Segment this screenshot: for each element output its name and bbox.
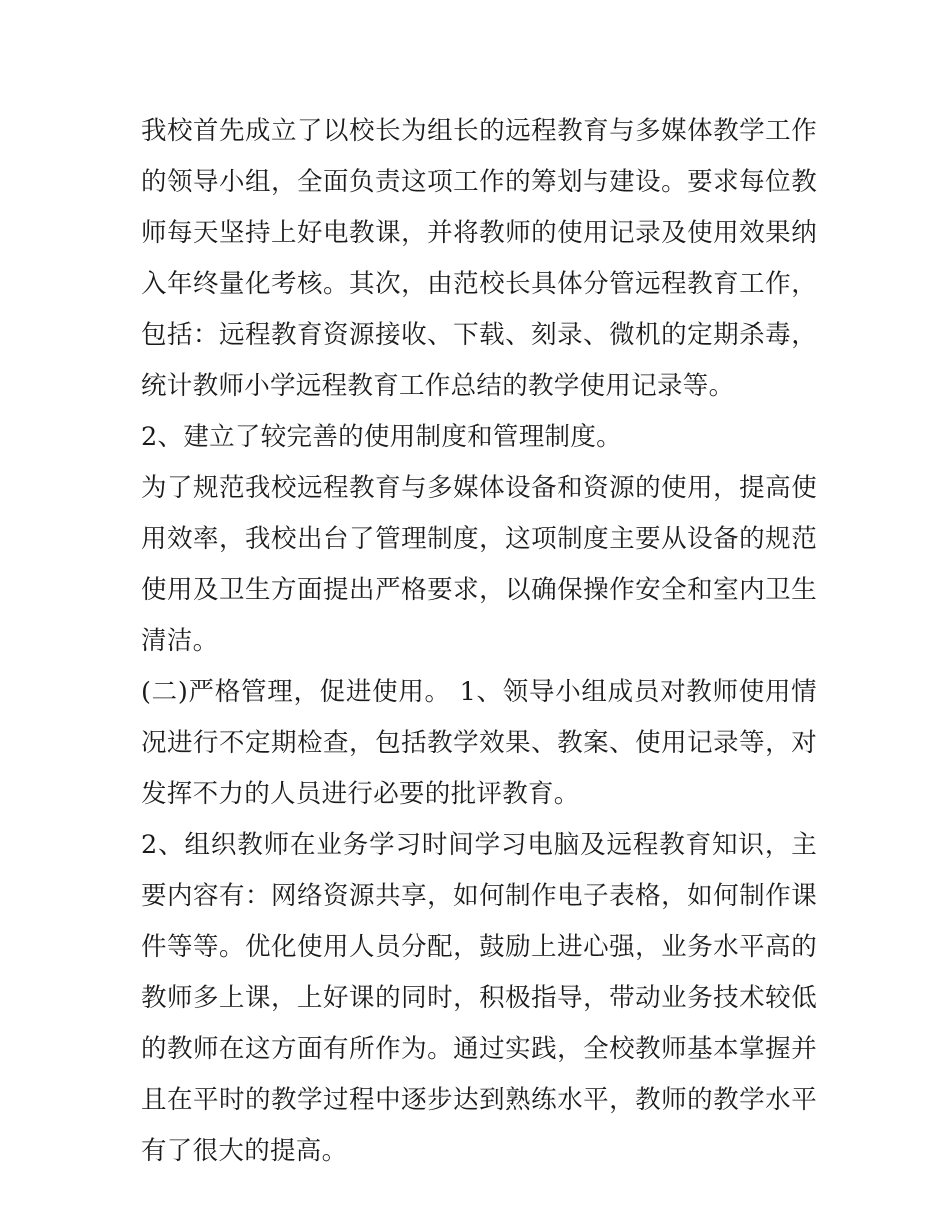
paragraph-management-rules: 为了规范我校远程教育与多媒体设备和资源的使用，提高使用效率，我校出台了管理制度，这项制度主要从设备的规范使用及卫生方面提出严格要求，以确保操作安全和室内卫生清洁。 — [141, 473, 817, 656]
paragraph-strict-management: (二)严格管理，促进使用。 1、领导小组成员对教师使用情况进行不定期检查，包括教学效果、教案、使用记录等，对发挥不力的人员进行必要的批评教育。 — [141, 677, 817, 809]
document-body — [141, 106, 817, 1177]
paragraph-leadership-group: 我校首先成立了以校长为组长的远程教育与多媒体教学工作的领导小组，全面负责这项工作的筹划与建设。要求每位教师每天坚持上好电教课，并将教师的使用记录及使用效果纳入年终量化考核。其次，由范校长具体分管远程教育工作，包括：远程教育资源接收、下载、刻录、微机的定期杀毒，统计教师小学远程教育工作总结的教学使用记录等。 — [141, 116, 817, 401]
paragraph-heading-usage-system: 2、建立了较完善的使用制度和管理制度。 — [141, 422, 622, 452]
paragraph-teacher-training: 2、组织教师在业务学习时间学习电脑及远程教育知识，主要内容有：网络资源共享，如何制作电子表格，如何制作课件等等。优化使用人员分配，鼓励上进心强，业务水平高的教师多上课，上好课的同时，积极指导，带动业务技术较低的教师在这方面有所作为。通过实践，全校教师基本掌握并且在平时的教学过程中逐步达到熟练水平，教师的教学水平有了很大的提高。 — [141, 830, 817, 1166]
